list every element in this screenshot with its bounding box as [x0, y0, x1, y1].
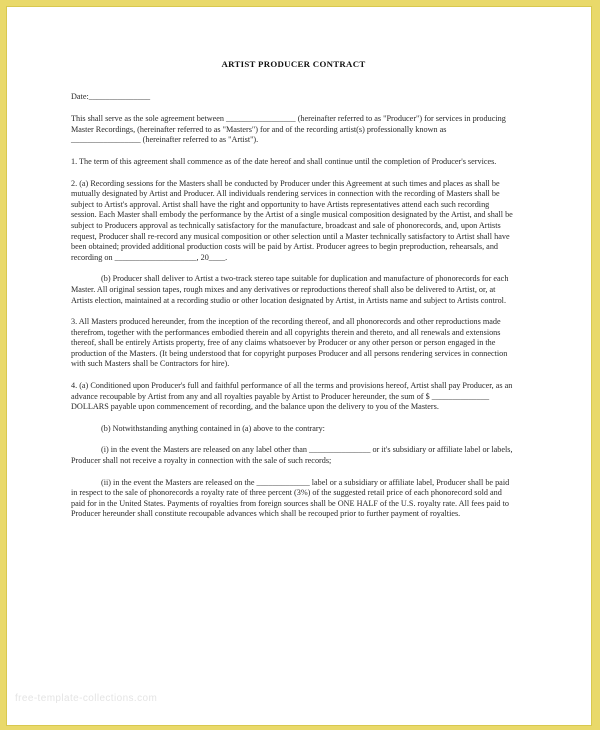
clause-4b: (b) Notwithstanding anything contained in (a) above to the contrary: [101, 423, 325, 433]
document-title: ARTIST PRODUCER CONTRACT [221, 59, 366, 69]
clause-2b: (b) Producer shall deliver to Artist a two-track stereo tape suitable for duplication and manufacture of phonorecords for each Master. All original session tapes, rough mixes and any derivatives or reproductions thereof shall also be delivered to Artist, or, at Artists election, maintained at a recording studio or other location designated by Artist, in Artists name and subject to Artists control. [71, 274, 509, 305]
document-page [6, 6, 592, 726]
clause-2a: 2. (a) Recording sessions for the Masters shall be conducted by Producer under this Agreement at such times and places as shall be mutually designated by Artist and Producer. All individuals rendering services in connection with the recording of Masters shall be subject to Artist's approval. Artist shall have the right and opportunity to have Artists representatives attend each such recording session. Each Master shall embody the performance by the Artist of a single musical composition designated by the Artist, and shall be subject to Producers approval as technically satisfactory for the manufacture, broadcast and sale of phonorecords, and, upon Artists request, Producer shall re-record any musical composition or other selection until a Master technically satisfactory to Artist shall have been obtained; provided additional production costs will be paid by Artist. Producer agrees to begin preproduction, rehearsals, and recording on ____________________, 20____. [71, 178, 513, 262]
date-line: Date:_______________ [71, 91, 151, 101]
clause-1: 1. The term of this agreement shall commence as of the date hereof and shall continue until the completion of Producer's services. [71, 156, 497, 166]
clause-3: 3. All Masters produced hereunder, from the inception of the recording thereof, and all phonorecords and other reproductions made therefrom, together with the performances embodied therein and all copyrights therein and thereto, and all renewals and extensions thereof, shall be entirely Artists property, free of any claims whatsoever by Producer or any other person or person engaged in the production of the Masters. (It being understood that for copyright purposes Producer and all persons rendering services in connection with such Masters shall be Contractors for hire). [71, 317, 508, 369]
clause-4a: 4. (a) Conditioned upon Producer's full and faithful performance of all the terms and provisions hereof, Artist shall pay Producer, as an advance recoupable by Artist from any and all royalties payable by Artist to Producer hereunder, the sum of $ ______________ DOLLARS payable upon commencement of recording, and the balance upon the delivery to you of the Masters. [71, 381, 513, 412]
clause-4b-i: (i) in the event the Masters are released on any label other than _______________ or it's subsidiary or affiliate label or labels, Producer shall not receive a royalty in connection with the sale of such records; [71, 445, 513, 466]
clause-4b-ii: (ii) in the event the Masters are released on the _____________ label or a subsidiary or affiliate label, Producer shall be paid in respect to the sale of phonorecords a royalty rate of three percent (3%) of the suggested retail price of each phonorecord sold and paid for in the United States. Payments of royalties from foreign sources shall be ONE HALF of the U.S. royalty rate. All fees paid to Producer hereunder shall constitute recoupable advances which shall be recouped prior to further payment of royalties. [71, 477, 510, 519]
intro-paragraph: This shall serve as the sole agreement between _________________ (hereinafter referred to as "Producer") for services in producing Master Recordings, (hereinafter referred to as "Masters") for and of the recording artist(s) professionally known as _________________ (hereinafter referred to as "Artist"). [71, 114, 506, 145]
watermark: free-template-collections.com [15, 693, 158, 704]
document-body [71, 59, 516, 531]
